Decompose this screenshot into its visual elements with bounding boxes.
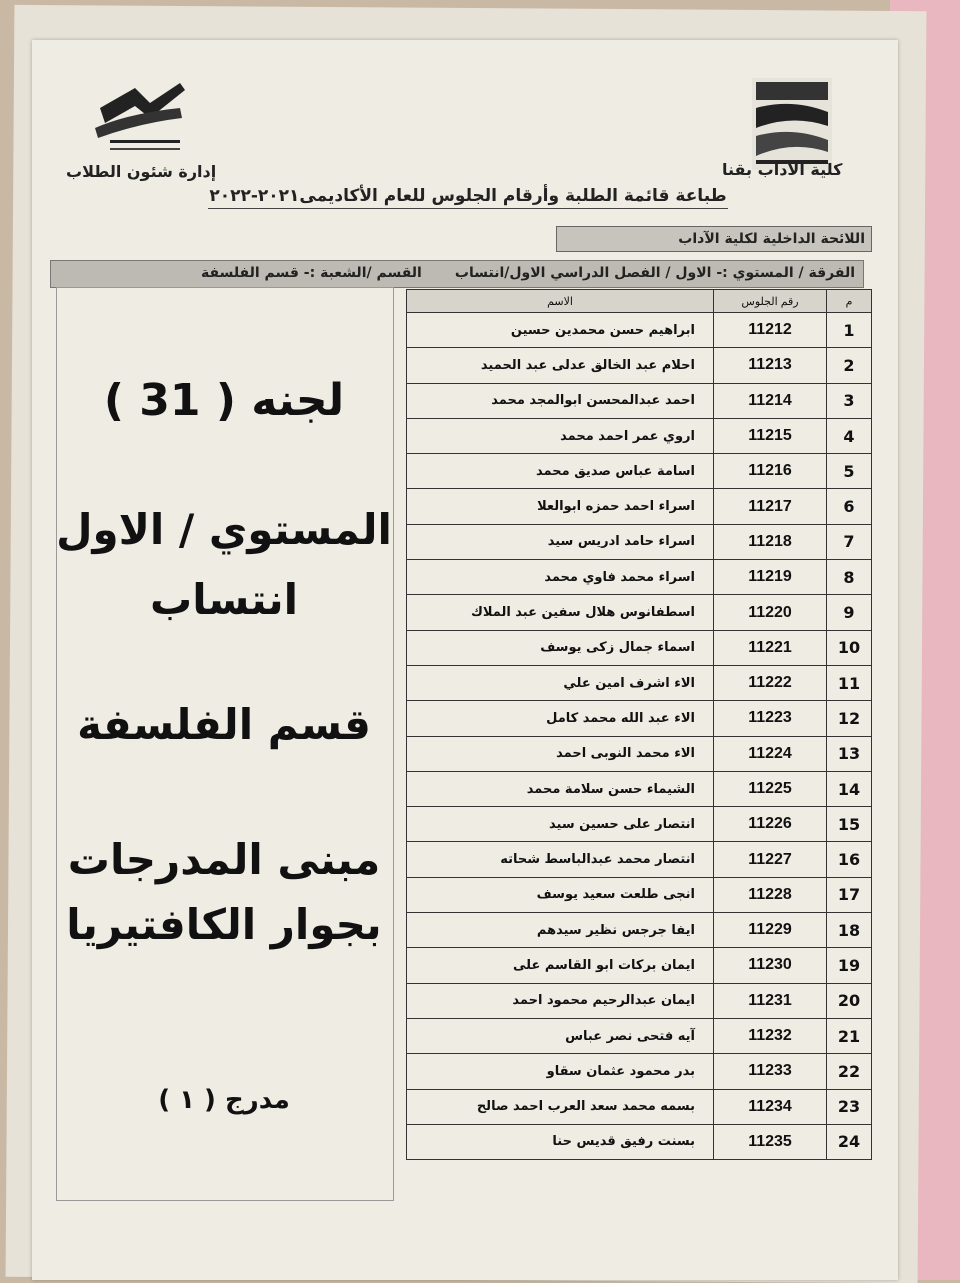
seat-number: 11234 [714,1089,827,1124]
seat-number: 11225 [714,771,827,806]
row-number: 6 [827,489,872,524]
table-row [407,489,872,524]
row-number: 16 [827,842,872,877]
seat-number: 11221 [714,630,827,665]
student-name: اسماء جمال زكى يوسف [407,630,714,665]
document-sheet [32,40,898,1280]
document-title: طباعة قائمة الطلبة وأرقام الجلوس للعام الأكاديمى٢٠٢١-٢٠٢٢ [208,186,728,209]
student-name: اسراء احمد حمزه ابوالعلا [407,489,714,524]
seat-number: 11233 [714,1054,827,1089]
row-number: 13 [827,736,872,771]
student-name: اسراء محمد فاوي محمد [407,560,714,595]
student-name: اسامة عباس صديق محمد [407,454,714,489]
row-number: 19 [827,948,872,983]
table-row [407,630,872,665]
seat-number: 11230 [714,948,827,983]
seat-number: 11222 [714,665,827,700]
student-name: بسمه محمد سعد العرب احمد صالح [407,1089,714,1124]
table-row [407,524,872,559]
row-number: 15 [827,807,872,842]
student-name: اسراء حامد ادريس سيد [407,524,714,559]
row-number: 23 [827,1089,872,1124]
table-row [407,983,872,1018]
table-header-row [407,290,872,313]
student-name: الاء اشرف امين علي [407,665,714,700]
seat-number: 11228 [714,877,827,912]
table-row [407,877,872,912]
seat-number: 11227 [714,842,827,877]
student-name: احمد عبدالمحسن ابوالمجد محمد [407,383,714,418]
table-row [407,313,872,348]
student-name: الشيماء حسن سلامة محمد [407,771,714,806]
row-number: 11 [827,665,872,700]
seat-number: 11224 [714,736,827,771]
seat-number: 11213 [714,348,827,383]
student-name: اسطفانوس هلال سفين عبد الملاك [407,595,714,630]
seat-number: 11235 [714,1124,827,1159]
seat-number: 11216 [714,454,827,489]
table-row [407,1089,872,1124]
row-number: 2 [827,348,872,383]
table-row [407,842,872,877]
student-name: بدر محمود عثمان سقاو [407,1054,714,1089]
row-number: 21 [827,1018,872,1053]
seat-number: 11231 [714,983,827,1018]
table-row [407,807,872,842]
table-row [407,1018,872,1053]
student-name: آيه فتحى نصر عباس [407,1018,714,1053]
building-note: مبنى المدرجات [67,835,381,884]
college-logo [752,78,832,170]
level-note: المستوي / الاول [56,505,392,554]
seat-number: 11229 [714,913,827,948]
student-name: ابراهيم حسن محمدين حسين [407,313,714,348]
row-number: 17 [827,877,872,912]
location-note: بجوار الكافتيريا [66,900,382,949]
row-number: 18 [827,913,872,948]
student-name: الاء عبد الله محمد كامل [407,701,714,736]
college-name: كلية الآداب بقنا [722,160,843,179]
regulation-box: اللائحة الداخلية لكلية الآداب [556,226,872,252]
student-name: اروي عمر احمد محمد [407,418,714,453]
table-row [407,701,872,736]
student-name: احلام عبد الخالق عدلى عبد الحميد [407,348,714,383]
student-name: ايفا جرجس نظير سيدهم [407,913,714,948]
enrollment-note: انتساب [149,575,299,624]
table-row [407,454,872,489]
division-label: القسم /الشعبة :- قسم الفلسفة [201,265,422,281]
seat-number: 11223 [714,701,827,736]
table-row [407,736,872,771]
header-seat: رقم الجلوس [714,290,827,313]
seat-number: 11218 [714,524,827,559]
student-name: انتصار محمد عبدالباسط شحاته [407,842,714,877]
table-row [407,383,872,418]
table-row [407,595,872,630]
seat-number: 11232 [714,1018,827,1053]
seat-number: 11217 [714,489,827,524]
seat-number: 11219 [714,560,827,595]
row-number: 3 [827,383,872,418]
office-name: إدارة شئون الطلاب [66,162,217,181]
table-row [407,418,872,453]
row-number: 1 [827,313,872,348]
student-name: انجى طلعت سعيد يوسف [407,877,714,912]
student-name: ايمان عبدالرحيم محمود احمد [407,983,714,1018]
row-number: 4 [827,418,872,453]
table-row [407,1054,872,1089]
table-row [407,948,872,983]
row-number: 24 [827,1124,872,1159]
table-row [407,1124,872,1159]
row-number: 9 [827,595,872,630]
row-number: 22 [827,1054,872,1089]
table-row [407,771,872,806]
seat-number: 11214 [714,383,827,418]
student-name: انتصار على حسين سيد [407,807,714,842]
student-name: ايمان بركات ابو القاسم على [407,948,714,983]
header-number: م [827,290,872,313]
student-name: بسنت رفيق قديس حنا [407,1124,714,1159]
row-number: 8 [827,560,872,595]
seat-number: 11220 [714,595,827,630]
student-name: الاء محمد النوبى احمد [407,736,714,771]
hall-note: مدرج ( ١ ) [158,1085,290,1115]
row-number: 14 [827,771,872,806]
seat-number: 11212 [714,313,827,348]
seat-number: 11226 [714,807,827,842]
row-number: 5 [827,454,872,489]
row-number: 7 [827,524,872,559]
student-roster-table [406,289,872,1160]
header-name: الاسم [407,290,714,313]
seat-number: 11215 [714,418,827,453]
row-number: 12 [827,701,872,736]
row-number: 10 [827,630,872,665]
student-affairs-logo [90,78,190,156]
table-row [407,348,872,383]
table-row [407,913,872,948]
level-info-bar [50,260,864,288]
committee-number: لجنه ( 31 ) [103,375,345,426]
department-note: قسم الفلسفة [77,700,371,749]
table-row [407,560,872,595]
table-row [407,665,872,700]
row-number: 20 [827,983,872,1018]
level-label: الفرقة / المستوي :- الاول / الفصل الدراسي الاول/انتساب [454,265,855,281]
